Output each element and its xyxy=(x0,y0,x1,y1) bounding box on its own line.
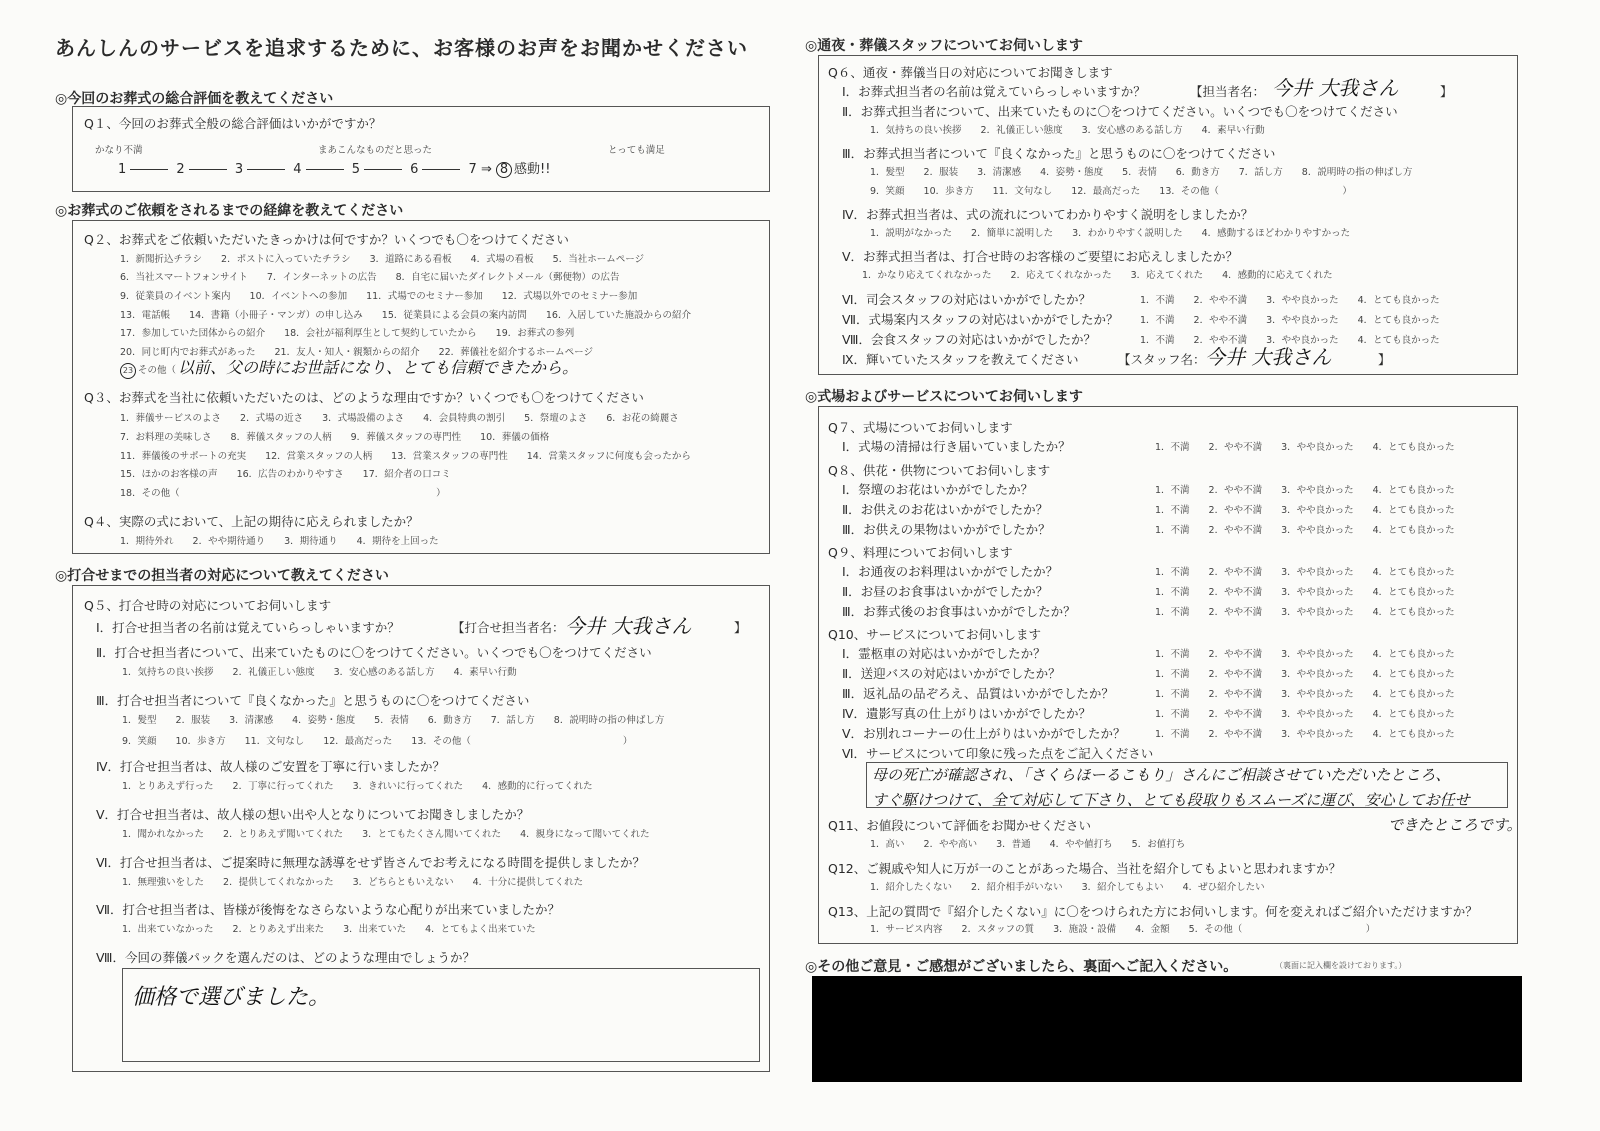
q8-question: Q８、供花・供物についてお伺いします xyxy=(828,463,1051,478)
q10-6-handwriting-line3: できたところです。 xyxy=(1388,816,1522,834)
q13-question: Q13、上記の質問で『紹介したくない』に〇をつけられた方にお伺いします。何を変えればご紹介いただけますか？ xyxy=(828,904,1478,919)
redacted-block xyxy=(812,976,1522,1082)
q8-1-rating[interactable]: 1．不満 2．やや不満 3．やや良かった 4．とても良かった xyxy=(1155,485,1455,496)
q5-1-end: 】 xyxy=(734,620,747,635)
q10-1-rating[interactable]: 1．不満 2．やや不満 3．やや良かった 4．とても良かった xyxy=(1155,649,1455,660)
q6-1-end: 】 xyxy=(1440,84,1453,99)
q8-3: Ⅲ．お供えの果物はいかがでしたか？ xyxy=(842,522,1051,537)
q2-option-line[interactable]: 9．従業員のイベント案内 10．イベントへの参加 11．式場でのセミナー参加 12．式場以外でのセミナー参加 xyxy=(120,291,638,302)
q7-1: Ⅰ．式場の清掃は行き届いていましたか？ xyxy=(842,439,1071,454)
q6-6-rating[interactable]: 1．不満 2．やや不満 3．やや良かった 4．とても良かった xyxy=(1140,295,1440,306)
q2-other[interactable] xyxy=(120,362,176,379)
q2-question: Q２、お葬式をご依頼いただいたきっかけは何ですか？いくつでも〇をつけてください xyxy=(84,232,569,247)
q5-question: Q５、打合せ時の対応についてお伺いします xyxy=(84,598,332,613)
q5-4-options[interactable]: 1．とりあえず行った 2．丁寧に行ってくれた 3．きれいに行ってくれた 4．感動的に行ってくれた xyxy=(122,781,593,792)
q9-3-rating[interactable]: 1．不満 2．やや不満 3．やや良かった 4．とても良かった xyxy=(1155,607,1455,618)
page-title: あんしんのサービスを追求するために、お客様のお声をお聞かせください xyxy=(55,36,748,60)
q5-3-options-2[interactable]: 9．笑顔 10．歩き方 11．文句なし 12．最高だった 13．その他（ ） xyxy=(122,736,633,747)
q10-1: Ⅰ．霊柩車の対応はいかがでしたか？ xyxy=(842,646,1046,661)
q2-option-line[interactable]: 13．電話帳 14．書籍（小冊子・マンガ）の申し込み 15．従業員による会員の案内訪問 16．入居していた施設からの紹介 xyxy=(120,310,691,321)
q11-options[interactable]: 1．高い 2．やや高い 3．普通 4．やや値打ち 5．お値打ち xyxy=(870,839,1186,850)
scale-8-circled[interactable]: 8 xyxy=(496,162,512,178)
q5-4: Ⅳ．打合せ担当者は、故人様のご安置を丁寧に行いましたか？ xyxy=(96,759,446,774)
q2-option-line[interactable]: 17．参加していた団体からの紹介 18．会社が福利厚生として契約していたから 19．お葬式の参列 xyxy=(120,328,575,339)
q6-7: Ⅶ．式場案内スタッフの対応はいかがでしたか？ xyxy=(842,312,1119,327)
q6-1-label: 【担当者名： xyxy=(1190,84,1266,99)
q5-5-options[interactable]: 1．聞かれなかった 2．とりあえず聞いてくれた 3．とてもたくさん聞いてくれた 4．親身になって聞いてくれた xyxy=(122,829,650,840)
q6-8-rating[interactable]: 1．不満 2．やや不満 3．やや良かった 4．とても良かった xyxy=(1140,335,1440,346)
q6-3: Ⅲ．お葬式担当者について『良くなかった』と思うものに〇をつけてください xyxy=(842,146,1276,161)
q5-1: Ⅰ．打合せ担当者の名前は覚えていらっしゃいますか？ xyxy=(96,620,400,635)
q5-8: Ⅷ．今回の葬儀パックを選んだのは、どのような理由でしょうか？ xyxy=(96,950,475,965)
q7-question: Q７、式場についてお伺いします xyxy=(828,420,1013,435)
q2-option-line[interactable]: 20．同じ町内でお葬式があった 21．友人・知人・親類からの紹介 22．葬儀社を紹介するホームページ xyxy=(120,347,593,358)
q10-3: Ⅲ．返礼品の品ぞろえ、品質はいかがでしたか？ xyxy=(842,686,1114,701)
q2-other-number: 23 xyxy=(120,363,136,379)
q1-low-label: かなり不満 xyxy=(95,145,143,156)
q12-question: Q12、ご親戚や知人に万が一のことがあった場合、当社を紹介してもよいと思われますか？ xyxy=(828,861,1342,876)
q3-option-line[interactable]: 11．葬儀後のサポートの充実 12．営業スタッフの人柄 13．営業スタッフの専門性 14．営業スタッフに何度も会ったから xyxy=(120,451,691,462)
q10-6: Ⅵ．サービスについて印象に残った点をご記入ください xyxy=(842,746,1154,761)
q10-2: Ⅱ．送迎バスの対応はいかがでしたか？ xyxy=(842,666,1061,681)
q3-option-line[interactable]: 18．その他（ ） xyxy=(120,488,446,499)
q9-3: Ⅲ．お葬式後のお食事はいかがでしたか？ xyxy=(842,604,1076,619)
q2-option-line[interactable]: 6．当社スマートフォンサイト 7．インターネットの広告 8．自宅に届いたダイレクトメール（郵便物）の広告 xyxy=(120,272,620,283)
comments-note: （裏面に記入欄を設けております。） xyxy=(1275,961,1407,970)
section-heading-staff: ◎通夜・葬儀スタッフについてお伺いします xyxy=(805,38,1083,54)
q1-high-label: とっても満足 xyxy=(608,145,665,156)
q6-4-options[interactable]: 1．説明がなかった 2．簡単に説明した 3．わかりやすく説明した 4．感動するほどわかりやすかった xyxy=(870,228,1351,239)
q10-6-handwriting-line2: すぐ駆けつけて、全て対応して下さり、とても段取りもスムーズに運び、安心してお任せ xyxy=(872,791,1470,809)
scale-7[interactable]: 7 xyxy=(468,162,477,177)
scale-5[interactable]: 5 xyxy=(351,162,360,177)
q5-3: Ⅲ．打合せ担当者について『良くなかった』と思うものに〇をつけてください xyxy=(96,693,530,708)
q6-9-end: 】 xyxy=(1378,352,1391,367)
q10-2-rating[interactable]: 1．不満 2．やや不満 3．やや良かった 4．とても良かった xyxy=(1155,669,1455,680)
q7-1-rating[interactable]: 1．不満 2．やや不満 3．やや良かった 4．とても良かった xyxy=(1155,442,1455,453)
q12-options[interactable]: 1．紹介したくない 2．紹介相手がいない 3．紹介してもよい 4．ぜひ紹介したい xyxy=(870,882,1265,893)
scale-2[interactable]: 2 xyxy=(176,162,185,177)
section-heading-comments: ◎その他ご意見・ご感想がございましたら、裏面へご記入ください。 xyxy=(805,959,1238,975)
q6-3-options-1[interactable]: 1．髪型 2．服装 3．清潔感 4．姿勢・態度 5．表情 6．動き方 7．話し方 8．説明時の指の伸ばし方 xyxy=(870,167,1413,178)
q3-question: Q３、お葬式を当社に依頼いただいたのは、どのような理由ですか？いくつでも〇をつけてください xyxy=(84,390,644,405)
q6-4: Ⅳ．お葬式担当者は、式の流れについてわかりやすく説明をしましたか？ xyxy=(842,207,1254,222)
q4-question: Q４、実際の式において、上記の期待に応えられましたか？ xyxy=(84,514,419,529)
q6-1-handwriting: 今井 大我さん xyxy=(1272,76,1399,100)
q8-2: Ⅱ．お供えのお花はいかがでしたか？ xyxy=(842,502,1049,517)
q8-2-rating[interactable]: 1．不満 2．やや不満 3．やや良かった 4．とても良かった xyxy=(1155,505,1455,516)
q6-2: Ⅱ．お葬式担当者について、出来ていたものに〇をつけてください。いくつでも〇をつけてください xyxy=(842,104,1398,119)
q1-question: Q１、今回のお葬式全般の総合評価はいかがですか？ xyxy=(84,116,382,131)
section-heading-venue: ◎式場およびサービスについてお伺いします xyxy=(805,389,1083,405)
q9-1-rating[interactable]: 1．不満 2．やや不満 3．やや良かった 4．とても良かった xyxy=(1155,567,1455,578)
section-heading-background: ◎お葬式のご依頼をされるまでの経緯を教えてください xyxy=(55,203,404,219)
q5-6-options[interactable]: 1．無理強いをした 2．提供してくれなかった 3．どちらともいえない 4．十分に提供してくれた xyxy=(122,877,584,888)
q4-options[interactable]: 1．期待外れ 2．やや期待通り 3．期待通り 4．期待を上回った xyxy=(120,536,439,547)
q5-1-handwriting: 今井 大我さん xyxy=(565,614,692,638)
q5-7-options[interactable]: 1．出来ていなかった 2．とりあえず出来た 3．出来ていた 4．とてもよく出来ていた xyxy=(122,924,536,935)
q9-1: Ⅰ．お通夜のお料理はいかがでしたか？ xyxy=(842,564,1059,579)
scale-3[interactable]: 3 xyxy=(234,162,244,177)
scale-8-label: 感動!! xyxy=(514,162,551,177)
q5-5: Ⅴ．打合せ担当者は、故人様の想い出や人となりについてお聞きしましたか？ xyxy=(96,807,530,822)
q6-1: Ⅰ．お葬式担当者の名前は覚えていらっしゃいますか？ xyxy=(842,84,1146,99)
q10-question: Q10、サービスについてお伺いします xyxy=(828,627,1041,642)
q2-other-label: その他（ xyxy=(138,365,177,376)
arrow-icon: ⇒ xyxy=(480,162,492,177)
q10-3-rating[interactable]: 1．不満 2．やや不満 3．やや良かった 4．とても良かった xyxy=(1155,689,1455,700)
section-heading-planning: ◎打合せまでの担当者の対応について教えてください xyxy=(55,568,389,584)
q6-7-rating[interactable]: 1．不満 2．やや不満 3．やや良かった 4．とても良かった xyxy=(1140,315,1440,326)
q5-1-label: 【打合せ担当者名： xyxy=(452,620,565,635)
q5-8-handwriting: 価格で選びました。 xyxy=(132,985,331,1010)
q3-option-line[interactable]: 1．葬儀サービスのよさ 2．式場の近さ 3．式場設備のよさ 4．会員特典の割引 5．祭壇のよさ 6．お花の綺麗さ xyxy=(120,413,679,424)
q9-question: Q９、料理についてお伺いします xyxy=(828,545,1013,560)
q6-5-options[interactable]: 1．かなり応えてくれなかった 2．応えてくれなかった 3．応えてくれた 4．感動的に応えてくれた xyxy=(862,270,1333,281)
q6-9-label: 【スタッフ名： xyxy=(1118,352,1206,367)
q11-question: Q11、お値段について評価をお聞かせください xyxy=(828,818,1091,833)
q5-3-options-1[interactable]: 1．髪型 2．服装 3．清潔感 4．姿勢・態度 5．表情 6．動き方 7．話し方 8．説明時の指の伸ばし方 xyxy=(122,715,665,726)
q6-question: Q６、通夜・葬儀当日の対応についてお聞きします xyxy=(828,65,1113,80)
q6-9: Ⅸ．輝いていたスタッフを教えてください xyxy=(842,352,1079,367)
q2-other-handwriting: 以前、父の時にお世話になり、とても信頼できたから。 xyxy=(178,358,579,377)
q1-mid-label: まあこんなものだと思った xyxy=(318,145,433,156)
q10-6-handwriting-line1: 母の死亡が確認され、「さくらほーるこもり」さんにご相談させていただいたところ、 xyxy=(872,766,1451,784)
q6-6: Ⅵ．司会スタッフの対応はいかがでしたか？ xyxy=(842,292,1092,307)
q10-4-rating[interactable]: 1．不満 2．やや不満 3．やや良かった 4．とても良かった xyxy=(1155,709,1455,720)
q3-option-line[interactable]: 7．お料理の美味しさ 8．葬儀スタッフの人柄 9．葬儀スタッフの専門性 10．葬儀の価格 xyxy=(120,432,550,443)
q9-2-rating[interactable]: 1．不満 2．やや不満 3．やや良かった 4．とても良かった xyxy=(1155,587,1455,598)
q10-5: Ⅴ．お別れコーナーの仕上がりはいかがでしたか？ xyxy=(842,726,1126,741)
q6-8: Ⅷ．会食スタッフの対応はいかがでしたか？ xyxy=(842,332,1096,347)
q6-5: Ⅴ．お葬式担当者は、打合せ時のお客様のご要望にお応えしましたか？ xyxy=(842,249,1239,264)
q5-2: Ⅱ．打合せ担当者について、出来ていたものに〇をつけてください。いくつでも〇をつけてください xyxy=(96,645,652,660)
q6-3-options-2[interactable]: 9．笑顔 10．歩き方 11．文句なし 12．最高だった 13．その他（ ） xyxy=(870,186,1352,197)
q6-9-handwriting: 今井 大我さん xyxy=(1205,345,1332,369)
scale-1[interactable]: 1 xyxy=(118,162,127,177)
q6-2-options[interactable]: 1．気持ちの良い挨拶 2．礼儀正しい態度 3．安心感のある話し方 4．素早い行動 xyxy=(870,125,1265,136)
q2-option-line[interactable]: 1．新聞折込チラシ 2．ポストに入っていたチラシ 3．道路にある看板 4．式場の看板 5．当社ホームページ xyxy=(120,254,645,265)
q8-3-rating[interactable]: 1．不満 2．やや不満 3．やや良かった 4．とても良かった xyxy=(1155,525,1455,536)
q10-4: Ⅳ．遺影写真の仕上がりはいかがでしたか？ xyxy=(842,706,1092,721)
scale-4[interactable]: 4 xyxy=(293,162,302,177)
q5-7: Ⅶ．打合せ担当者は、皆様が後悔をなさらないような心配りが出来ていましたか？ xyxy=(96,902,560,917)
q3-option-line[interactable]: 15．ほかのお客様の声 16．広告のわかりやすさ 17．紹介者の口コミ xyxy=(120,469,451,480)
section-heading-overall: ◎今回のお葬式の総合評価を教えてください xyxy=(55,91,334,107)
q10-5-rating[interactable]: 1．不満 2．やや不満 3．やや良かった 4．とても良かった xyxy=(1155,729,1455,740)
q9-2: Ⅱ．お昼のお食事はいかがでしたか？ xyxy=(842,584,1049,599)
q5-6: Ⅵ．打合せ担当者は、ご提案時に無理な誘導をせず皆さんでお考えになる時間を提供しましたか？ xyxy=(96,855,646,870)
q5-2-options[interactable]: 1．気持ちの良い挨拶 2．礼儀正しい態度 3．安心感のある話し方 4．素早い行動 xyxy=(122,667,517,678)
scale-6[interactable]: 6 xyxy=(410,162,419,177)
q1-scale xyxy=(118,158,550,178)
q13-options[interactable]: 1．サービス内容 2．スタッフの質 3．施設・設備 4．金額 5．その他（ ） xyxy=(870,924,1376,935)
q8-1: Ⅰ．祭壇のお花はいかがでしたか？ xyxy=(842,482,1034,497)
